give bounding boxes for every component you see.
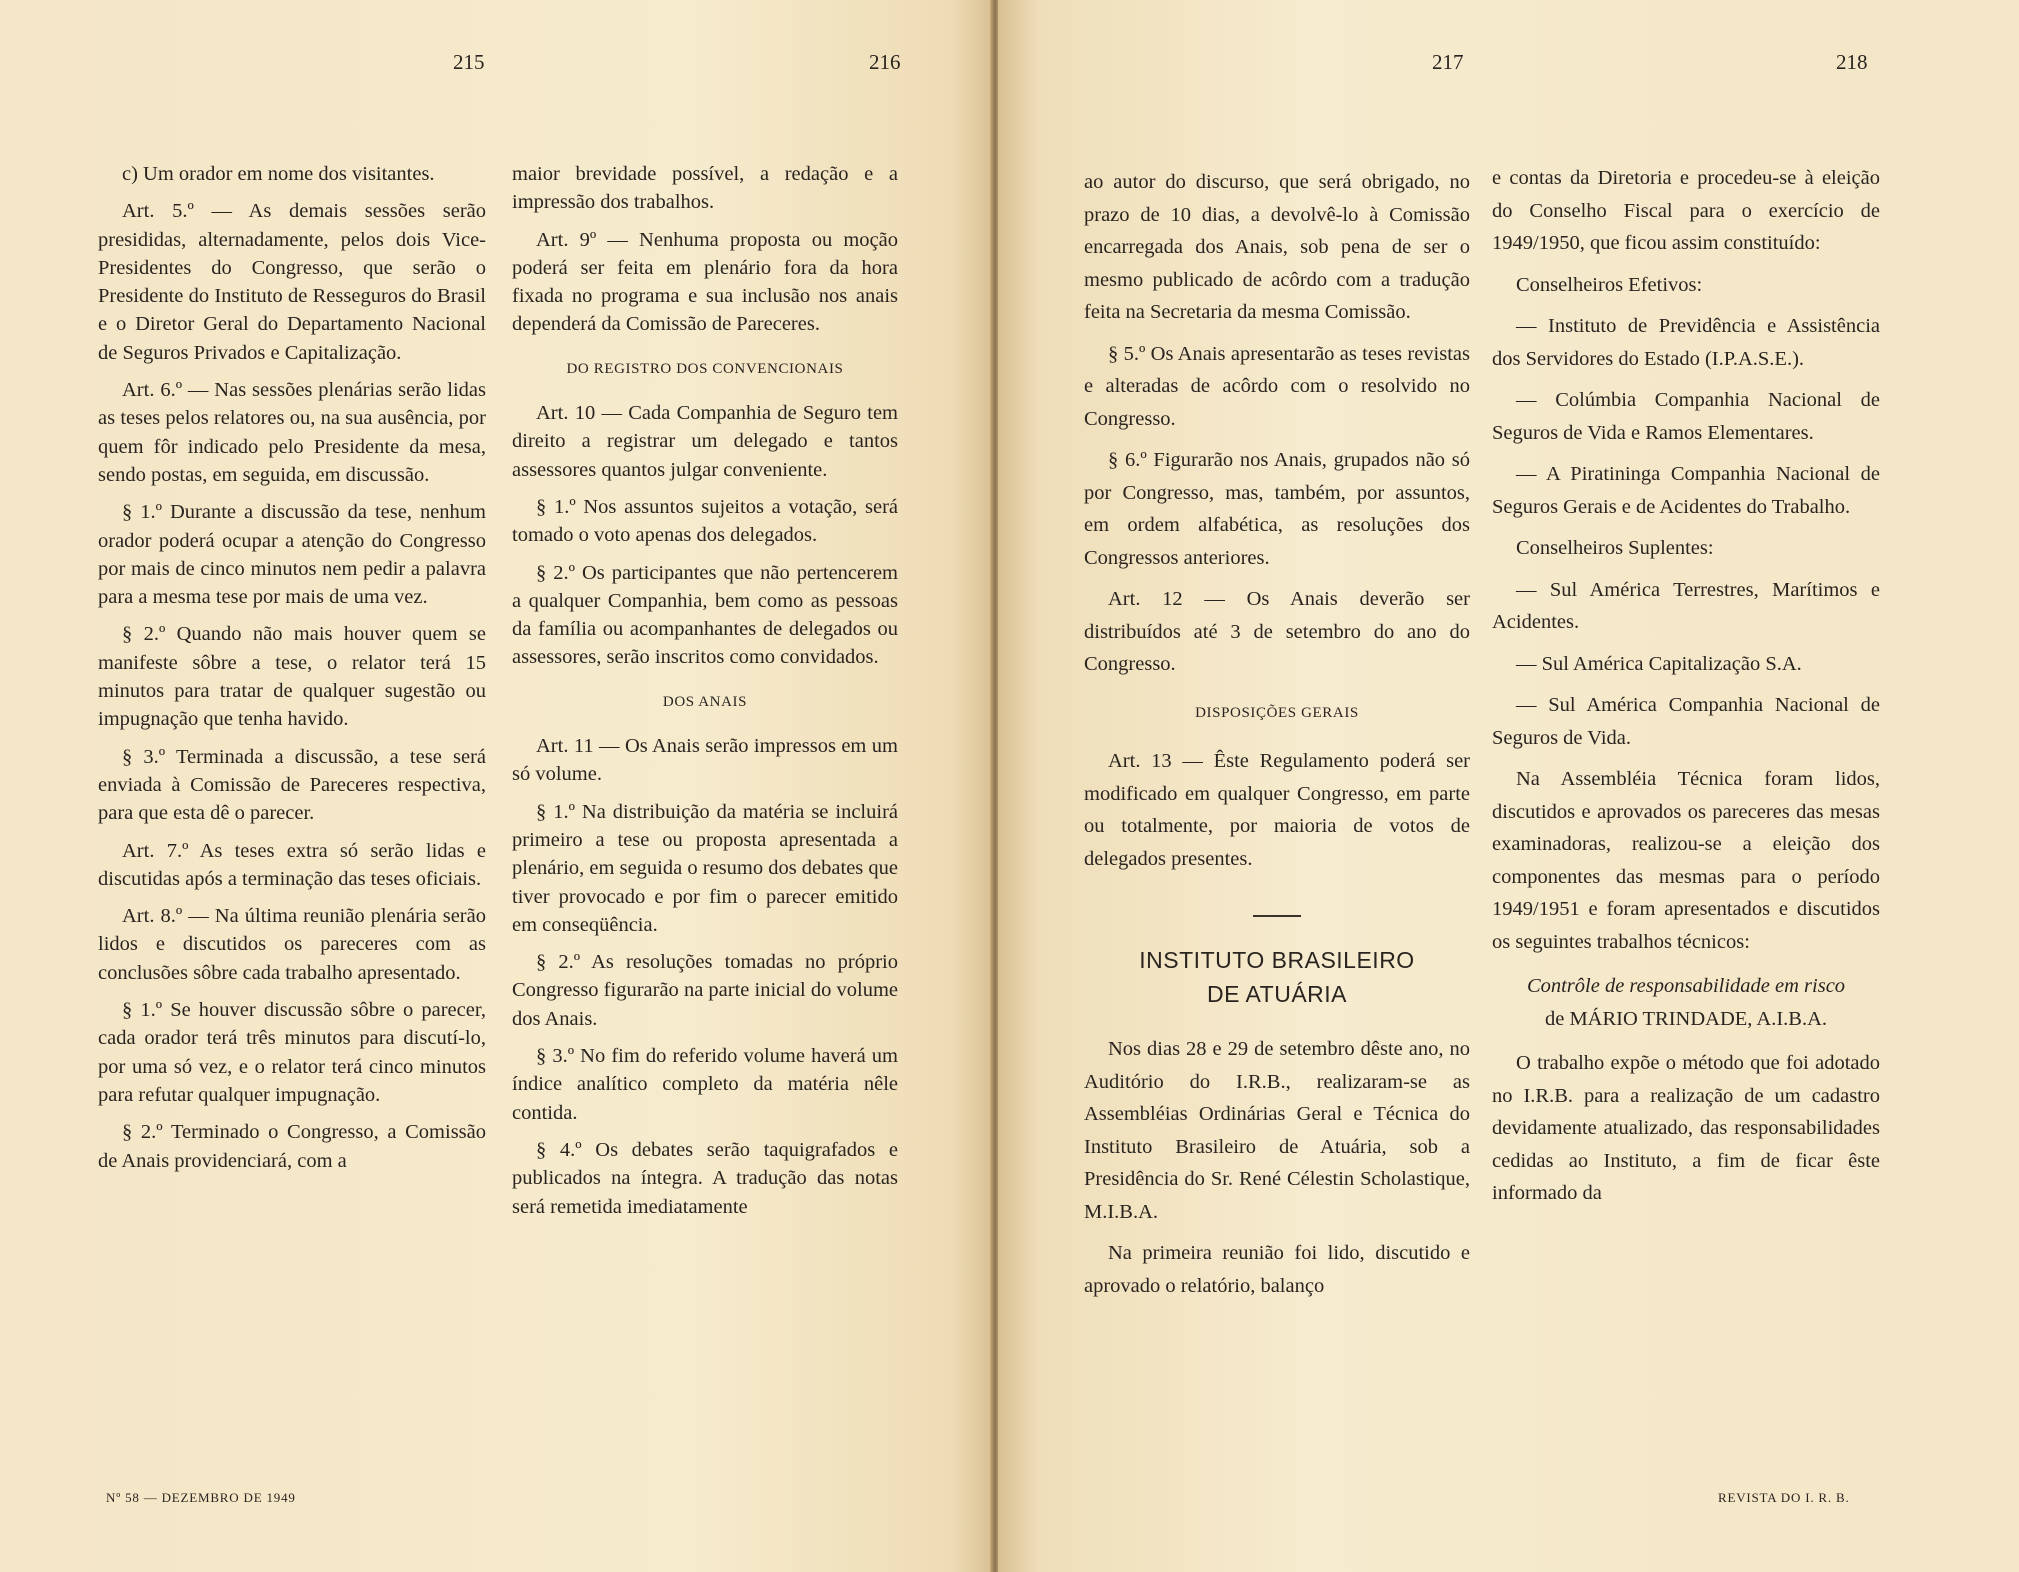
section-heading-disposicoes: DISPOSIÇÕES GERAIS: [1195, 704, 1359, 721]
list-item: — Sul América Companhia Nacional de Seguros de Vida.: [1492, 694, 1880, 749]
paragraph: § 1.º Nos assuntos sujeitos a votação, será tomado o voto apenas dos delegados.: [512, 495, 898, 547]
paragraph: maior brevidade possível, a redação e a impressão dos trabalhos.: [512, 163, 898, 214]
column-page-218: [1492, 162, 1880, 1219]
paragraph: Art. 13 — Êste Regulamento poderá ser modificado em qualquer Congresso, em parte ou totalmente, por maioria de votos de delegados presentes.: [1084, 750, 1470, 870]
paragraph: § 2.º As resoluções tomadas no próprio Congresso figurarão na parte inicial do volume dos Anais.: [512, 951, 898, 1030]
paragraph: Art. 12 — Os Anais deverão ser distribuídos até 3 de setembro do ano do Congresso.: [1084, 588, 1470, 675]
list-item: — Sul América Terrestres, Marítimos e Acidentes.: [1492, 578, 1880, 633]
column-page-217: [1084, 166, 1470, 1311]
paragraph: Art. 7.º As teses extra só serão lidas e discutidas após a terminação das teses oficiais.: [98, 839, 486, 890]
list-item: — A Piratininga Companhia Nacional de Seguros Gerais e de Acidentes do Trabalho.: [1492, 463, 1880, 518]
paragraph: Nos dias 28 e 29 de setembro dêste ano, no Auditório do I.R.B., realizaram-se as Assembléias Ordinárias Geral e Técnica do Instituto Brasileiro de Atuária, sob a Presidência do Sr. René Célestin Scholastique, M.I.B.A.: [1084, 1038, 1470, 1223]
left-sheet: [0, 0, 992, 1572]
paragraph: Art. 11 — Os Anais serão impressos em um só volume.: [512, 735, 898, 786]
paragraph: O trabalho expõe o método que foi adotado no I.R.B. para a realização de um cadastro devidamente atualizado, das responsabilidades cedidas ao Instituto, a fim de ficar êste informado da: [1492, 1052, 1880, 1204]
article-title: [1084, 943, 1470, 1011]
paragraph: § 3.º Terminada a discussão, a tese será enviada à Comissão de Pareceres respectiva, para que esta dê o parecer.: [98, 745, 486, 825]
paragraph: § 2.º Terminado o Congresso, a Comissão de Anais providenciará, com a: [98, 1121, 486, 1172]
paragraph: Art. 9º — Nenhuma proposta ou moção poderá ser feita em plenário fora da hora fixada no programa e sua inclusão nos anais dependerá da Comissão de Pareceres.: [512, 228, 898, 336]
column-page-215: [98, 160, 486, 1184]
article-title-line-2: DE ATUÁRIA: [1206, 981, 1348, 1007]
page-number-217: 217: [1432, 50, 1464, 74]
paragraph: Art. 10 — Cada Companhia de Seguro tem direito a registrar um delegado e tantos assessores quantos julgar conveniente.: [512, 402, 898, 481]
paragraph: Art. 8.º — Na última reunião plenária serão lidos e discutidos os pareceres com as conclusões sôbre cada trabalho apresentado.: [98, 905, 486, 984]
paragraph: Art. 5.º — As demais sessões serão presididas, alternadamente, pelos dois Vice-Presidentes do Congresso, que serão o Presidente do Instituto de Resseguros do Brasil e o Diretor Geral do Departamento Nacional de Seguros Privados e Capitalização.: [98, 200, 486, 364]
paragraph: § 5.º Os Anais apresentarão as teses revistas e alteradas de acôrdo com o resolvido no Congresso.: [1084, 342, 1470, 430]
paragraph: § 2.º Quando não mais houver quem se manifeste sôbre a tese, o relator terá 15 minutos para tratar de qualquer sugestão ou impugnação que tenha havido.: [98, 623, 486, 731]
paragraph: ao autor do discurso, que será obrigado, no prazo de 10 dias, a devolvê-lo à Comissão encarregada dos Anais, sob pena de ser o mesmo publicado de acôrdo com a tradução feita na Secretaria da mesma Comissão.: [1084, 171, 1470, 323]
list-item: — Instituto de Previdência e Assistência dos Servidores do Estado (I.P.A.S.E.).: [1492, 315, 1880, 370]
work-title: Contrôle de responsabilidade em risco: [1526, 975, 1846, 997]
article-title-line-1: INSTITUTO BRASILEIRO: [1139, 947, 1415, 973]
list-heading-suplentes: Conselheiros Suplentes:: [1516, 537, 1714, 559]
list-item: — Sul América Capitalização S.A.: [1516, 652, 1802, 675]
footer-publication: REVISTA DO I. R. B.: [1718, 1490, 1850, 1505]
paragraph: § 1.º Na distribuição da matéria se incluirá primeiro a tese ou proposta apresentada a plenário, em seguida o resumo dos debates que tiver provocado e por fim o parecer emitido em conseqüência.: [512, 800, 898, 936]
paragraph: § 2.º Os participantes que não pertencerem a qualquer Companhia, bem como as pessoas da família ou acompanhantes de delegados ou assessores, serão inscritos como convidados.: [512, 561, 898, 669]
paragraph: § 1.º Se houver discussão sôbre o parecer, cada orador terá três minutos para discutí-lo, por uma só vez, e o relator terá cinco minutos para refutar qualquer impugnação.: [98, 999, 486, 1106]
footer-issue-date: Nº 58 — DEZEMBRO DE 1949: [106, 1490, 296, 1505]
paragraph: § 4.º Os debates serão taquigrafados e publicados na íntegra. A tradução das notas será remetida imediatamente: [512, 1138, 898, 1218]
paragraph: Art. 6.º — Nas sessões plenárias serão lidas as teses pelos relatores ou, na sua ausência, por quem fôr indicado pelo Presidente da mesa, sendo postas, em seguida, em discussão.: [98, 379, 486, 486]
page-number-215: 215: [453, 50, 485, 74]
section-heading-anais: DOS ANAIS: [662, 693, 748, 710]
list-heading-efetivos: Conselheiros Efetivos:: [1516, 273, 1703, 296]
paragraph: Na primeira reunião foi lido, discutido e aprovado o relatório, balanço: [1084, 1242, 1470, 1297]
paragraph: § 1.º Durante a discussão da tese, nenhum orador poderá ocupar a atenção do Congresso por mais de cinco minutos nem pedir a palavra para a mesma tese por mais de uma vez.: [98, 501, 486, 609]
paragraph: Na Assembléia Técnica foram lidos, discutidos e aprovados os pareceres das mesas examinadoras, realizou-se a eleição dos componentes das mesmas para o período 1949/1951 e foram apresentados e discutidos os seguintes trabalhos técnicos:: [1492, 768, 1880, 953]
paragraph: c) Um orador em nome dos visitantes.: [122, 163, 435, 185]
page-number-216: 216: [869, 50, 901, 74]
page-number-218: 218: [1836, 50, 1868, 74]
paragraph: § 3.º No fim do referido volume haverá um índice analítico completo da matéria nêle contida.: [512, 1045, 898, 1124]
right-sheet: [998, 0, 2019, 1572]
section-divider: [1253, 915, 1301, 917]
paragraph: e contas da Diretoria e procedeu-se à eleição do Conselho Fiscal para o exercício de 1949/1950, que ficou assim constituído:: [1492, 167, 1880, 254]
work-author: de MÁRIO TRINDADE, A.I.B.A.: [1544, 1007, 1828, 1030]
paragraph: § 6.º Figurarão nos Anais, grupados não só por Congresso, mas, também, por assuntos, em ordem alfabética, as resoluções dos Congressos anteriores.: [1084, 449, 1470, 569]
section-heading-registro: DO REGISTRO DOS CONVENCIONAIS: [566, 360, 844, 377]
list-item: — Colúmbia Companhia Nacional de Seguros de Vida e Ramos Elementares.: [1492, 389, 1880, 444]
column-page-216: [512, 160, 898, 1230]
